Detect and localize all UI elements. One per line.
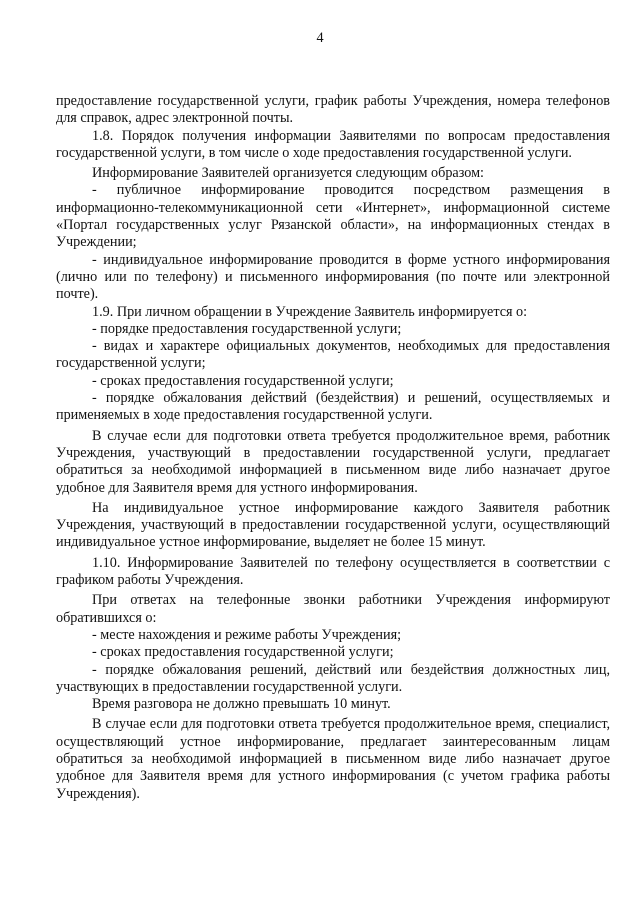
list-item-procedure: - порядке предоставления государственной услуги; — [92, 320, 402, 337]
paragraph-phone-answers: При ответах на телефонные звонки работники Учреждения информируют обратившихся о: — [56, 592, 610, 626]
list-item-appeal: - порядке обжалования действий (бездействия) и решений, осуществляемых и применяемых в ходе предоставления государственной услуги. — [56, 390, 610, 424]
paragraph-1-10: 1.10. Информирование Заявителей по телефону осуществляется в соответствии с графиком работы Учреждения. — [56, 554, 610, 589]
paragraph-informing-intro: Информирование Заявителей организуется следующим образом: — [92, 165, 484, 182]
paragraph-specialist-long-answer: В случае если для подготовки ответа требуется продолжительное время, специалист, осуществляющий устное информирование, предлагает заинтересованным лицам обратиться за необходимой информацией в письменном виде либо назначает другое удобное для Заявителя время для устного информирования (с учетом графика работы Учреждения). — [56, 716, 610, 802]
paragraph-individual-oral: На индивидуальное устное информирование каждого Заявителя работник Учреждения, участвующий в предоставлении государственной услуги, осуществляющий индивидуальное устное информирование, выделяет не более 15 минут. — [56, 499, 610, 551]
list-item-service-terms: - сроках предоставления государственной услуги; — [92, 644, 394, 661]
list-item-terms: - сроках предоставления государственной услуги; — [92, 372, 394, 389]
page-number: 4 — [316, 30, 324, 46]
list-item-appeal-officials: - порядке обжалования решений, действий или бездействия должностных лиц, участвующих в предоставлении государственной услуги. — [56, 661, 610, 695]
document-body — [56, 93, 610, 803]
list-item-individual-informing: - индивидуальное информирование проводится в форме устного информирования (лично или по телефону) и письменного информирования (по почте или электронной почте). — [56, 251, 610, 303]
paragraph-continuation: предоставление государственной услуги, график работы Учреждения, номера телефонов для справок, адрес электронной почты. — [56, 93, 610, 127]
list-item-documents: - видах и характере официальных документов, необходимых для предоставления государственной услуги; — [56, 338, 610, 372]
paragraph-long-answer: В случае если для подготовки ответа требуется продолжительное время, работник Учреждения, участвующий в предоставлении государственной услуги, предлагает обратиться за необходимой информацией в письменном виде либо назначает другое удобное для Заявителя время для устного информирования. — [56, 427, 610, 496]
list-item-public-informing: - публичное информирование проводится посредством размещения в информационно-телекоммуникационной сети «Интернет», информационной системе «Портал государственных услуг Рязанской области», на информационных стендах в Учреждении; — [56, 182, 610, 251]
paragraph-1-9: 1.9. При личном обращении в Учреждение Заявитель информируется о: — [92, 303, 528, 320]
paragraph-call-duration: Время разговора не должно превышать 10 минут. — [92, 696, 391, 713]
paragraph-1-8: 1.8. Порядок получения информации Заявителями по вопросам предоставления государственной услуги, в том числе о ходе предоставления государственной услуги. — [56, 127, 610, 161]
list-item-location: - месте нахождения и режиме работы Учреждения; — [92, 626, 402, 643]
